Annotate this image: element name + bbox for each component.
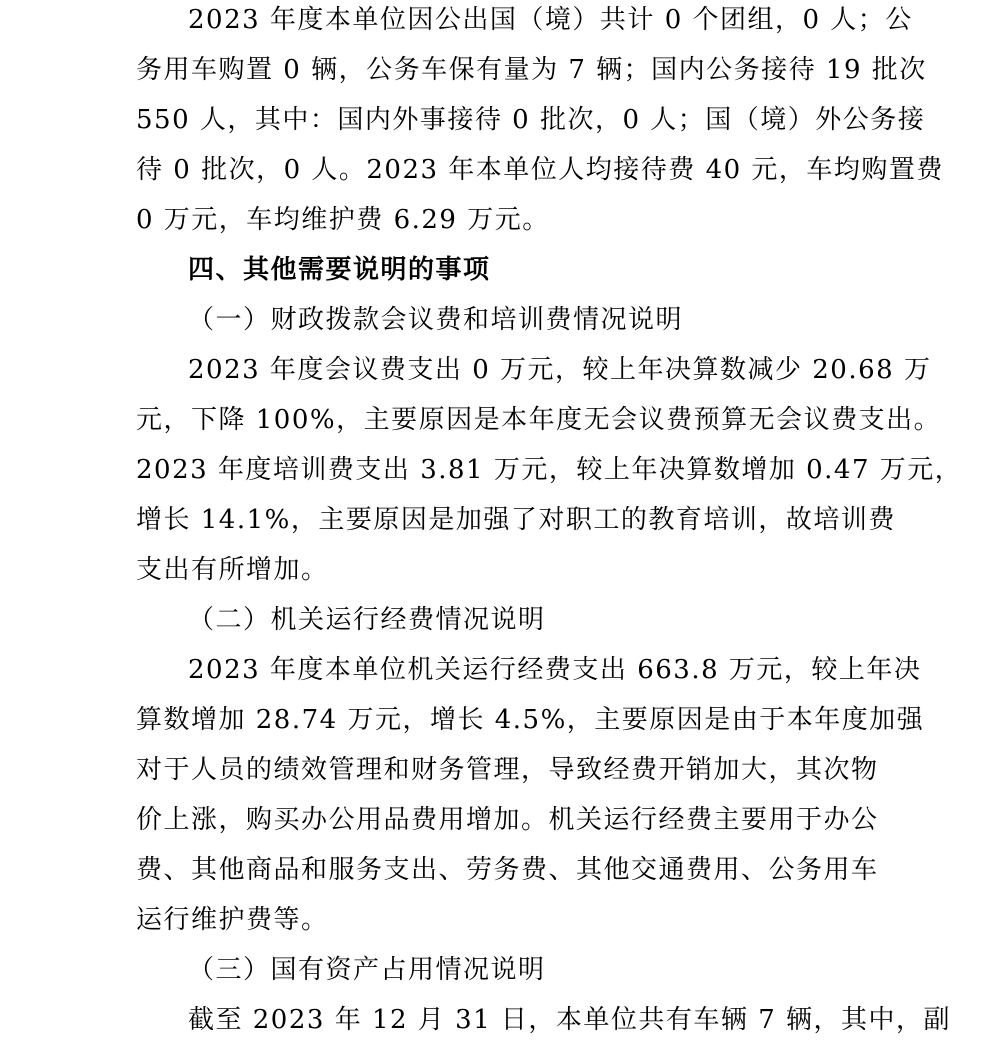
paragraph-line: 2023 年度培训费支出 3.81 万元，较上年决算数增加 0.47 万元，: [136, 455, 963, 485]
paragraph-line: 增长 14.1%，主要原因是加强了对职工的教育培训，故培训费: [136, 505, 896, 535]
paragraph-line: 待 0 批次，0 人。2023 年本单位人均接待费 40 元，车均购置费: [136, 155, 944, 185]
subsection-heading: （三）国有资产占用情况说明: [188, 955, 546, 985]
paragraph-line: 2023 年度本单位因公出国（境）共计 0 个团组，0 人；公: [188, 5, 913, 35]
paragraph-line: 支出有所增加。: [136, 555, 329, 585]
paragraph-line: 2023 年度本单位机关运行经费支出 663.8 万元，较上年决: [188, 655, 922, 685]
paragraph-line: 算数增加 28.74 万元，增长 4.5%，主要原因是由于本年度加强: [136, 705, 925, 735]
paragraph-line: 运行维护费等。: [136, 905, 329, 935]
section-heading: 四、其他需要说明的事项: [188, 255, 491, 285]
paragraph-line: 务用车购置 0 辆，公务车保有量为 7 辆；国内公务接待 19 批次: [136, 55, 927, 85]
paragraph-line: 费、其他商品和服务支出、劳务费、其他交通费用、公务用车: [136, 855, 879, 885]
paragraph-line: 元，下降 100%，主要原因是本年度无会议费预算无会议费支出。: [136, 405, 942, 435]
paragraph-line: 550 人，其中：国内外事接待 0 批次，0 人；国（境）外公务接: [136, 105, 926, 135]
paragraph-line: 对于人员的绩效管理和财务管理，导致经费开销加大，其次物: [136, 755, 879, 785]
subsection-heading: （二）机关运行经费情况说明: [188, 605, 546, 635]
paragraph-line: 截至 2023 年 12 月 31 日，本单位共有车辆 7 辆，其中，副: [188, 1005, 951, 1035]
paragraph-line: 2023 年度会议费支出 0 万元，较上年决算数减少 20.68 万: [188, 355, 932, 385]
paragraph-line: 价上涨，购买办公用品费用增加。机关运行经费主要用于办公: [136, 805, 879, 835]
paragraph-line: 0 万元，车均维护费 6.29 万元。: [136, 205, 550, 235]
subsection-heading: （一）财政拨款会议费和培训费情况说明: [188, 305, 684, 335]
